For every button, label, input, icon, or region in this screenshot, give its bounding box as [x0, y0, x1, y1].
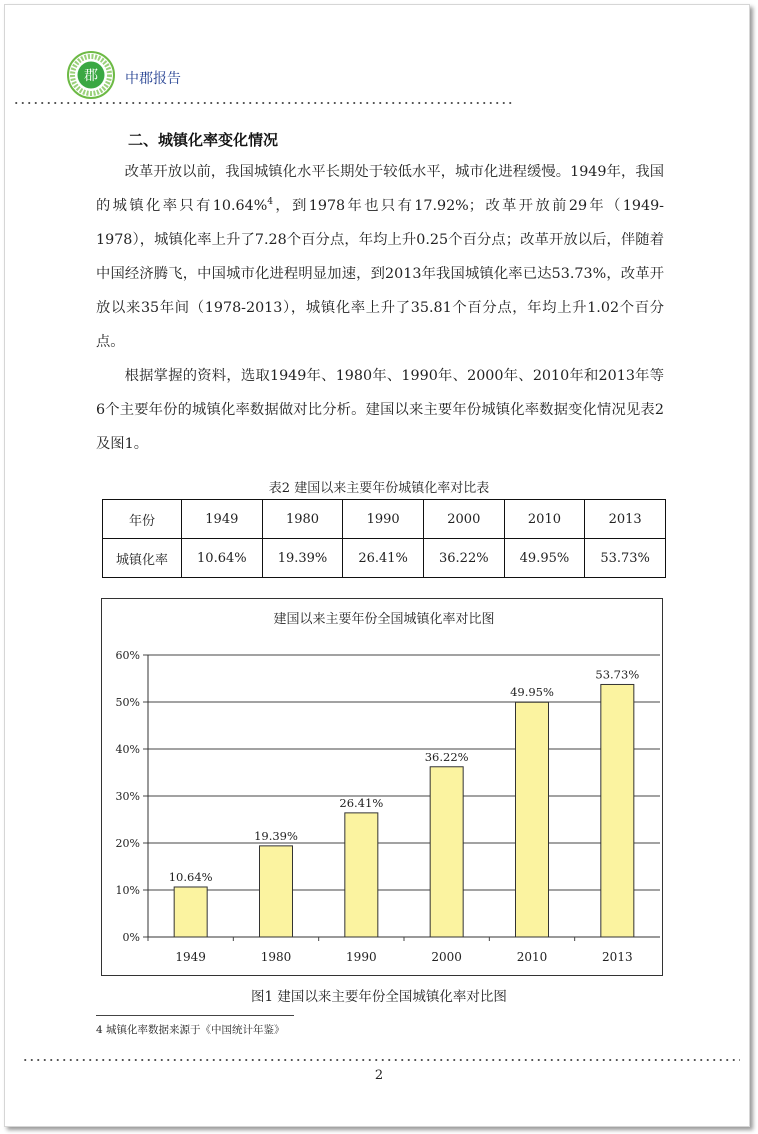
bar-value-label: 26.41%: [339, 795, 384, 810]
table-cell-year: 1949: [182, 500, 263, 539]
bar: [260, 846, 293, 937]
footnote-ref[interactable]: 4: [267, 197, 274, 208]
table-cell-year: 2010: [504, 500, 585, 539]
table-cell-rate: 49.95%: [504, 539, 585, 578]
y-tick-label: 10%: [115, 884, 140, 897]
table-cell-rate: 26.41%: [343, 539, 424, 578]
y-tick-label: 60%: [115, 649, 140, 662]
x-tick-label: 2010: [516, 950, 548, 964]
bar: [345, 813, 378, 937]
urbanization-table: [102, 499, 666, 578]
table-cell-year: 2013: [585, 500, 666, 539]
header-divider: [13, 101, 513, 105]
x-tick-label: 1949: [175, 950, 206, 964]
table-cell-rate: 10.64%: [182, 539, 263, 578]
table-cell-year: 1990: [343, 500, 424, 539]
table-cell-year: 2000: [423, 500, 504, 539]
paragraph-1: [96, 155, 664, 359]
bar-value-label: 49.95%: [510, 685, 554, 700]
footnote-separator: [96, 1015, 294, 1016]
bar: [174, 887, 207, 937]
brand-name: 中郡报告: [125, 71, 181, 87]
bar-value-label: 36.22%: [424, 749, 469, 764]
y-tick-label: 50%: [115, 696, 140, 709]
y-tick-label: 30%: [115, 790, 140, 803]
bar: [601, 684, 634, 937]
page-number: 2: [374, 1068, 384, 1083]
footnote: 4 城镇化率数据来源于《中国统计年鉴》: [96, 1024, 285, 1036]
paragraph-1-text-b: ，到1978年也只有17.92%；改革开放前29年（1949-1978），城镇化率上升了7.28个百分点，年均上升0.25个百分点；改革开放以后，伴随着中国经济腾飞，中国城市化进程明显加速，到2013年我国城镇化率已达53.73%，改革开放以来35年间（1978-2013），城镇化率上升了35.81个百分点，年均上升1.02个百分点。: [96, 198, 664, 350]
footer-divider: [22, 1058, 740, 1062]
table-cell-rate: 53.73%: [585, 539, 666, 578]
y-tick-label: 20%: [115, 837, 140, 850]
x-tick-label: 2013: [602, 950, 633, 964]
x-tick-label: 2000: [431, 950, 462, 964]
table-row-rates: [103, 539, 666, 578]
bar-value-label: 53.73%: [595, 667, 640, 682]
bar: [430, 767, 463, 937]
chart-title: 建国以来主要年份全国城镇化率对比图: [273, 612, 495, 627]
y-tick-label: 40%: [115, 743, 140, 756]
urbanization-bar-chart: [102, 599, 662, 975]
section-title: 二、城镇化率变化情况: [128, 131, 279, 149]
table-caption: 表2 建国以来主要年份城镇化率对比表: [268, 481, 490, 496]
table-row-label: 城镇化率: [103, 539, 182, 578]
table-cell-rate: 19.39%: [262, 539, 343, 578]
table-cell-year: 1980: [262, 500, 343, 539]
chart-frame: [101, 598, 663, 976]
bar-value-label: 10.64%: [168, 869, 213, 884]
company-logo-icon: [67, 51, 115, 99]
paragraph-1-text-a: 改革开放以前，我国城镇化水平长期处于较低水平，城市化进程缓慢。1949年，我国的城镇化率只有10.64%: [96, 164, 664, 214]
paragraph-2: 根据掌握的资料，选取1949年、1980年、1990年、2000年、2010年和2013年等6个主要年份的城镇化率数据做对比分析。建国以来主要年份城镇化率数据变化情况见表2及图1。: [96, 368, 664, 452]
table-cell-rate: 36.22%: [423, 539, 504, 578]
x-tick-label: 1990: [346, 950, 377, 964]
x-tick-label: 1980: [260, 950, 292, 964]
table-row-years: [103, 500, 666, 539]
table-header-cell: 年份: [103, 500, 182, 539]
y-tick-label: 0%: [122, 931, 140, 944]
bar: [516, 702, 549, 937]
bar-value-label: 19.39%: [254, 828, 298, 843]
figure-caption: 图1 建国以来主要年份全国城镇化率对比图: [251, 989, 507, 1005]
logo-char: 郡: [84, 68, 98, 84]
